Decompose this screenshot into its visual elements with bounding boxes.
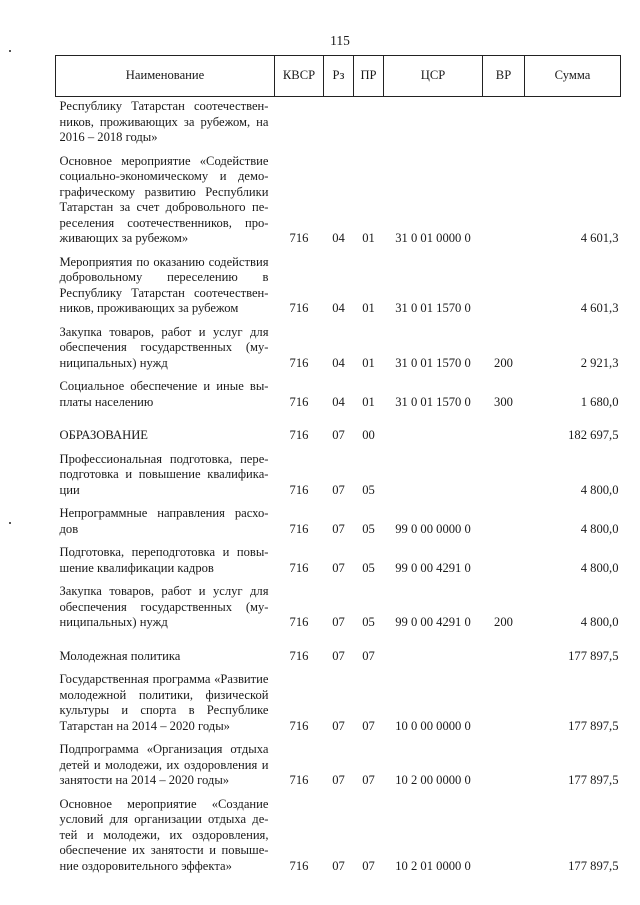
row-csr: 10 2 01 0000 0: [395, 858, 471, 873]
table-row: [56, 635, 621, 669]
row-pr: 05: [362, 615, 375, 629]
row-name: Основное мероприятие «Содействие социально-экономическому и демографическому развитию Республики Татарстан за счет добровольного переселения соотечественников, проживающих за рубежом»: [59, 153, 269, 245]
row-rz: 07: [332, 773, 345, 787]
row-sum: 4 800,0: [580, 615, 619, 629]
row-pr: 01: [362, 394, 375, 409]
row-vr: 300: [494, 394, 513, 409]
row-sum: 2 921,3: [580, 355, 619, 370]
row-sum: 4 601,3: [580, 231, 619, 245]
row-kvsr: 716: [289, 648, 309, 663]
row-kvsr: 716: [289, 428, 309, 442]
row-kvsr: 716: [289, 482, 309, 497]
row-rz: 07: [332, 615, 345, 629]
page-number: 115: [330, 33, 350, 48]
scan-mark: [9, 50, 11, 52]
row-csr: 99 0 00 0000 0: [395, 521, 471, 536]
row-name: Закупка товаров, работ и услуг для обеспечения государственных (муниципальных) нужд: [59, 324, 269, 370]
table-row: [56, 541, 621, 580]
row-rz: 04: [332, 231, 345, 245]
table-header-row: [56, 56, 621, 97]
scan-mark: [9, 522, 11, 524]
row-vr: [483, 738, 525, 793]
row-rz: 07: [332, 521, 345, 536]
row-name: Подпрограмма «Организация отдыха детей и молодежи, их оздоровления и занятости на 2014 – 2020 годы»: [59, 742, 269, 787]
row-csr: 31 0 01 1570 0: [395, 394, 471, 409]
budget-table: [55, 55, 621, 878]
table-row: [56, 668, 621, 738]
row-sum: 1 680,0: [580, 394, 619, 409]
row-kvsr: 716: [289, 355, 309, 370]
table-row: [56, 502, 621, 541]
row-vr: [483, 502, 525, 541]
row-name: Подготовка, переподготовка и повышение квалификации кадров: [59, 545, 269, 575]
row-vr: [483, 541, 525, 580]
row-sum: 4 800,0: [580, 521, 619, 536]
row-vr: 200: [494, 355, 513, 370]
row-name: Мероприятия по оказанию содействия добровольному переселению в Республику Татарстан соотечественников, проживающих за рубежом: [59, 254, 269, 315]
column-header-sum: Сумма: [525, 56, 621, 97]
row-rz: 07: [332, 482, 345, 497]
row-csr: 31 0 01 1570 0: [395, 355, 471, 370]
table-row: [56, 251, 621, 321]
row-vr: [483, 635, 525, 669]
row-sum: [525, 97, 621, 150]
row-pr: 07: [362, 648, 375, 663]
row-csr: [384, 635, 483, 669]
row-pr: 07: [362, 773, 375, 787]
column-header-pr: ПР: [354, 56, 384, 97]
table-row: [56, 150, 621, 251]
row-csr: 31 0 01 1570 0: [395, 301, 471, 315]
row-kvsr: 716: [289, 521, 309, 536]
row-kvsr: 716: [289, 301, 309, 315]
column-header-csr: ЦСР: [384, 56, 483, 97]
row-pr: 05: [362, 482, 375, 497]
row-pr: [354, 97, 384, 150]
table-row: [56, 97, 621, 150]
row-csr: 10 0 00 0000 0: [395, 718, 471, 733]
row-name: Молодежная политика: [59, 648, 181, 663]
row-name: Государственная программа «Развитие молодежной политики, физической культуры и спорта в Республике Татарстан на 2014 – 2020 годы»: [59, 672, 269, 733]
row-pr: 00: [362, 428, 375, 442]
table-row: [56, 414, 621, 448]
row-vr: [483, 448, 525, 503]
row-pr: 05: [362, 521, 375, 536]
row-rz: 07: [332, 858, 345, 873]
column-header-vr: ВР: [483, 56, 525, 97]
row-name: Профессиональная подготовка, переподготовка и повышение квалификации: [59, 451, 269, 497]
row-pr: 01: [362, 355, 375, 370]
row-pr: 01: [362, 301, 375, 315]
row-rz: 07: [332, 648, 345, 663]
row-csr: 99 0 00 4291 0: [395, 560, 471, 575]
row-csr: 10 2 00 0000 0: [395, 773, 471, 787]
row-kvsr: 716: [289, 394, 309, 409]
row-vr: [483, 251, 525, 321]
table-row: [56, 375, 621, 414]
row-vr: [483, 668, 525, 738]
table-row: [56, 793, 621, 879]
row-sum: 4 800,0: [580, 482, 619, 497]
row-sum: 177 897,5: [568, 858, 619, 873]
row-pr: 07: [362, 858, 375, 873]
row-sum: 182 697,5: [568, 428, 619, 442]
row-kvsr: 716: [289, 773, 309, 787]
row-vr: [483, 97, 525, 150]
row-vr: [483, 150, 525, 251]
row-sum: 177 897,5: [568, 648, 619, 663]
row-vr: [483, 414, 525, 448]
row-rz: 07: [332, 560, 345, 575]
table-row: [56, 321, 621, 376]
row-vr: 200: [494, 615, 513, 629]
row-kvsr: 716: [289, 858, 309, 873]
row-rz: [324, 97, 354, 150]
row-rz: 04: [332, 355, 345, 370]
row-name: Социальное обеспечение и иные выплаты населению: [59, 379, 269, 409]
row-rz: 07: [332, 428, 345, 442]
row-pr: 05: [362, 560, 375, 575]
row-name: Закупка товаров, работ и услуг для обеспечения государственных (муниципальных) нужд: [59, 584, 269, 629]
row-csr: 99 0 00 4291 0: [395, 615, 471, 629]
row-csr: [384, 414, 483, 448]
row-kvsr: [275, 97, 324, 150]
row-sum: 177 897,5: [568, 718, 619, 733]
row-rz: 04: [332, 301, 345, 315]
row-rz: 04: [332, 394, 345, 409]
table-row: [56, 580, 621, 635]
column-header-name: Наименование: [56, 56, 275, 97]
row-vr: [483, 793, 525, 879]
row-name: Основное мероприятие «Создание условий для организации отдыха детей и молодежи, их оздоровления, обеспечение их занятости и повышение оздоровительного эффекта»: [59, 796, 269, 873]
table-row: [56, 738, 621, 793]
row-pr: 01: [362, 231, 375, 245]
row-kvsr: 716: [289, 231, 309, 245]
row-csr: [384, 448, 483, 503]
row-csr: 31 0 01 0000 0: [395, 231, 471, 245]
row-kvsr: 716: [289, 718, 309, 733]
table-row: [56, 448, 621, 503]
row-pr: 07: [362, 718, 375, 733]
row-rz: 07: [332, 718, 345, 733]
row-csr: [384, 97, 483, 150]
row-sum: 177 897,5: [568, 773, 619, 787]
row-name: Непрограммные направления расходов: [59, 506, 269, 536]
row-name: Республику Татарстан соотечественников, проживающих за рубежом, на 2016 – 2018 годы»: [59, 99, 269, 144]
row-kvsr: 716: [289, 615, 309, 629]
column-header-rz: Рз: [324, 56, 354, 97]
column-header-kvsr: КВСР: [275, 56, 324, 97]
row-kvsr: 716: [289, 560, 309, 575]
row-sum: 4 800,0: [580, 560, 619, 575]
row-sum: 4 601,3: [580, 301, 619, 315]
row-name: ОБРАЗОВАНИЕ: [59, 428, 148, 442]
